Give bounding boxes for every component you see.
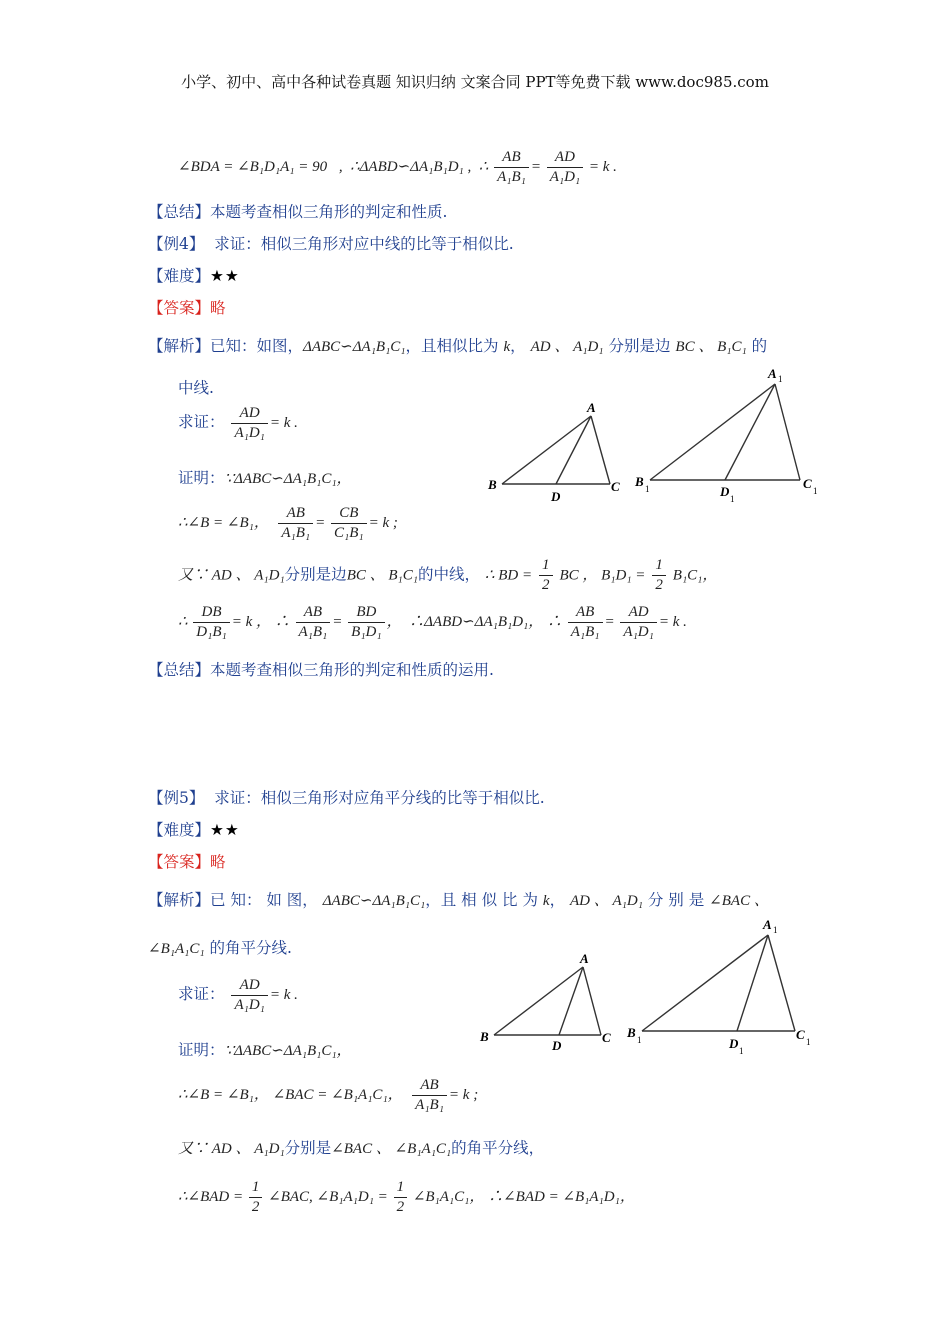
summary-tag: 【总结】 <box>148 203 211 221</box>
difficulty-tag: 【难度】 <box>148 267 211 285</box>
svg-text:A: A <box>580 951 589 966</box>
example5-proof-start: 证明：∵ΔABC∽ΔA₁B₁C₁， <box>178 1041 352 1059</box>
svg-text:B: B <box>635 474 644 489</box>
svg-text:B: B <box>488 477 497 492</box>
summary-text: 本题考查相似三角形的判定和性质. <box>210 203 448 221</box>
triangle-abc <box>502 416 610 484</box>
svg-text:1: 1 <box>739 1046 744 1056</box>
formula-line-top: ∠BDA = ∠B₁D₁A₁ = 90 , ∴ΔABD∽ΔA₁B₁D₁ , ∴ $\frac{AB}{\text{A₁B₁}}$ = $\frac{AD}{\text{A₁D₁}}$ = k . <box>178 149 617 185</box>
example5-difficulty: 【难度】★★ <box>148 821 240 839</box>
svg-text:A: A <box>587 400 596 415</box>
triangle-abc-2 <box>494 967 601 1035</box>
example5-given: 【解析】已 知： 如 图， ΔABC∽ΔA₁B₁C₁，且 相 似 比 为 k， AD 、 A₁D₁ 分 别 是 ∠BAC 、 <box>148 891 769 909</box>
example4-prove: 求证： $\frac{AD}{\text{A₁D₁}}$ = k . <box>178 405 298 441</box>
example4-given: 【解析】已知：如图，ΔABC∽ΔA₁B₁C₁，且相似比为 k， AD 、 A₁D₁ 分别是边 BC 、 B₁C₁ 的 <box>148 337 768 355</box>
summary-text: 本题考查相似三角形的判定和性质的运用. <box>210 661 494 679</box>
svg-text:C: C <box>602 1030 611 1045</box>
fraction: $\frac{AD}{\text{A₁D₁}}$ <box>547 148 583 187</box>
svg-text:A: A <box>768 366 777 381</box>
example-label: 【例4】 <box>148 235 205 253</box>
angle-eq: ∠BDA = ∠B₁D₁A₁ = 90 <box>178 158 328 175</box>
svg-text:C: C <box>611 479 620 494</box>
svg-text:D: D <box>551 489 561 504</box>
figure-bisector-triangles <box>470 915 830 1065</box>
svg-text:D: D <box>720 484 730 499</box>
triangle-a1b1c1 <box>650 384 800 480</box>
svg-text:B: B <box>480 1029 489 1044</box>
svg-text:1: 1 <box>813 486 818 496</box>
svg-text:B: B <box>627 1025 636 1040</box>
svg-text:D: D <box>729 1036 739 1051</box>
answer-text: 略 <box>210 299 226 317</box>
example5-step2: 又∵ AD 、 A₁D₁分别是∠BAC 、 ∠B₁A₁C₁的角平分线， <box>178 1139 545 1157</box>
svg-text:1: 1 <box>730 494 735 504</box>
svg-text:1: 1 <box>806 1037 811 1047</box>
svg-text:A: A <box>763 917 772 932</box>
example5-step3: ∴∠BAD = $\frac{1}{2}$ ∠BAC, ∠B₁A₁D₁ = $\frac{1}{2}$ ∠B₁A₁C₁， ∴∠BAD = ∠B₁A₁D₁， <box>178 1179 635 1215</box>
example4-difficulty <box>148 264 240 286</box>
analysis-tag: 【解析】 <box>148 337 211 355</box>
example5-prove: 求证： $\frac{AD}{\text{A₁D₁}}$ = k . <box>178 977 298 1013</box>
summary-1 <box>148 200 447 222</box>
answer-tag: 【答案】 <box>148 299 211 317</box>
summary-2: 【总结】本题考查相似三角形的判定和性质的运用. <box>148 661 494 679</box>
svg-text:D: D <box>552 1038 562 1053</box>
example5-answer: 【答案】略 <box>148 853 226 871</box>
example4-step2: 又∵ AD 、 A₁D₁分别是边BC 、 B₁C₁的中线， ∴ BD = $\frac{1}{2}$ BC ， B₁D₁ = $\frac{1}{2}$ B₁C₁， <box>178 557 718 593</box>
svg-text:1: 1 <box>637 1035 642 1045</box>
example4-step3: ∴ $\frac{DB}{\text{D₁B₁}}$ = k ， ∴ $\frac{AB}{\text{A₁B₁}}$ = $\frac{BD}{\text{B₁D₁}}$ ， ∴ΔABD∽ΔA₁B₁D₁， ∴ $\frac{AB}{\text{A₁B₁}}$ = $\frac{AD}{\text{A₁D₁}}$ = k . <box>178 604 687 640</box>
svg-text:1: 1 <box>778 374 783 384</box>
example4-statement <box>148 232 514 254</box>
svg-text:1: 1 <box>645 484 650 494</box>
svg-text:1: 1 <box>773 925 778 935</box>
figure-median-triangles <box>480 360 840 510</box>
page-header[interactable]: 小学、初中、高中各种试卷真题 知识归纳 文案合同 PPT等免费下载 www.doc985.com <box>181 73 769 91</box>
fraction: $\frac{AB}{\text{A₁B₁}}$ <box>494 148 529 187</box>
svg-text:C: C <box>803 476 812 491</box>
triangle-a1b1c1-2 <box>642 935 795 1031</box>
example5-step1: ∴∠B = ∠B₁， ∠BAC = ∠B₁A₁C₁， $\frac{AB}{\text{A₁B₁}}$ = k ; <box>178 1077 479 1113</box>
example4-given-cont: 中线. <box>178 379 214 397</box>
difficulty-stars: ★★ <box>210 267 240 285</box>
svg-text:C: C <box>796 1027 805 1042</box>
example4-proof-start: 证明：∵ΔABC∽ΔA₁B₁C₁， <box>178 469 352 487</box>
example4-step1: ∴∠B = ∠B₁， $\frac{AB}{\text{A₁B₁}}$ = $\frac{CB}{\text{C₁B₁}}$ = k ; <box>178 505 398 541</box>
example5-given-cont: ∠B₁A₁C₁ 的角平分线. <box>148 939 292 957</box>
example-text: 求证：相似三角形对应中线的比等于相似比. <box>214 235 514 253</box>
example4-answer <box>148 296 226 318</box>
similar-statement: ∴ΔABD∽ΔA₁B₁D₁ <box>350 158 464 175</box>
example5-statement: 【例5】 求证：相似三角形对应角平分线的比等于相似比. <box>148 789 545 807</box>
